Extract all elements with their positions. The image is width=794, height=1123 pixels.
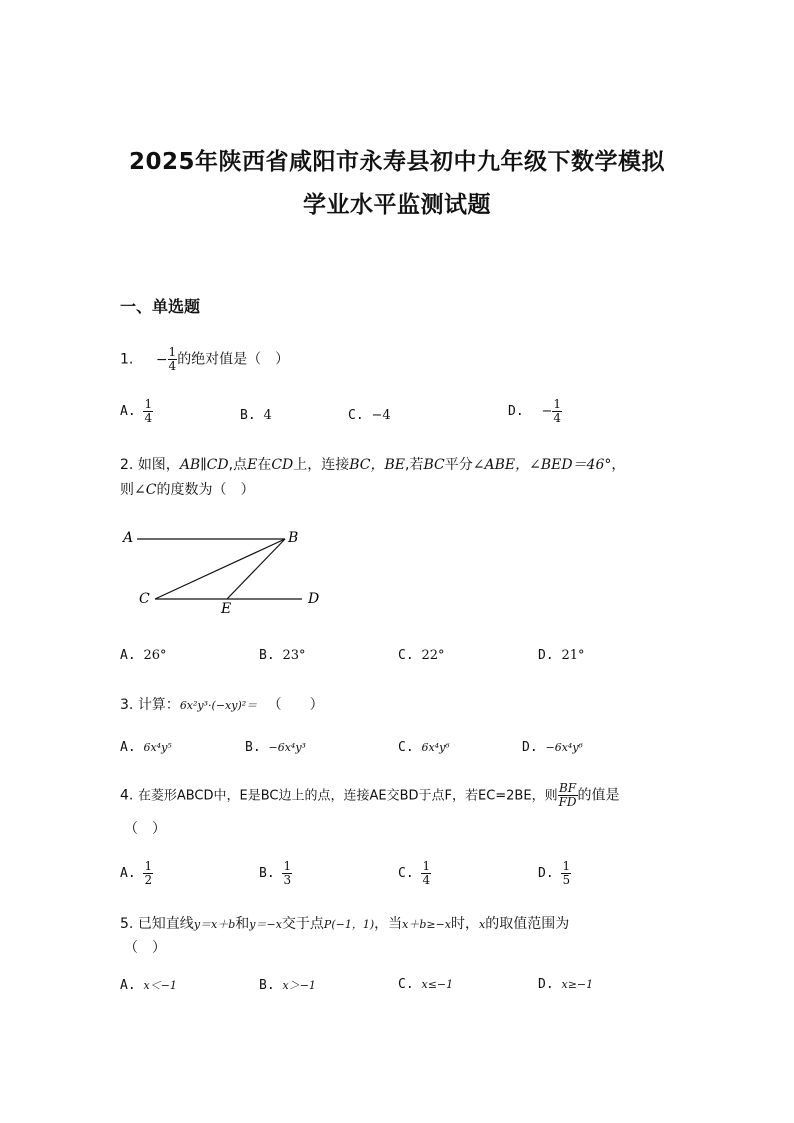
q3-option-a[interactable]: A. 6x⁴y⁵ [120,740,172,755]
q2-option-c[interactable]: C. 22° [398,648,445,663]
line-bc [155,539,285,599]
q1-option-c[interactable]: C. −4 [348,408,391,423]
question-2-line-2: 则∠C的度数为（ ） [120,482,255,498]
question-4-line-1: 4. 在菱形ABCD中，E是BC边上的点，连接AE交BD于点F，若EC=2BE，则 $\frac{BF}{FD}$ 的值是 [120,781,620,809]
q1-option-d[interactable]: D. − $\frac{1}{4}$ [508,397,562,425]
q5-option-d[interactable]: D. x≥−1 [538,977,594,992]
point-label-c: C [139,591,150,607]
q1-option-a[interactable]: A. $\frac{1}{4}$ [120,397,153,425]
geometry-figure [115,525,330,620]
q2-option-a[interactable]: A. 26° [120,648,167,663]
question-text: 的绝对值是（ ） [177,351,290,368]
section-heading: 一、单选题 [120,297,201,316]
q1-option-b[interactable]: B. 4 [240,408,272,423]
math-fraction: $\frac{1}{4}$ [168,345,177,373]
question-number: 1. [120,351,134,368]
page-title-line-1: 2025年陕西省咸阳市永寿县初中九年级下数学模拟 [128,149,665,175]
q2-option-b[interactable]: B. 23° [259,648,306,663]
q4-option-d[interactable]: D. $\frac{1}{5}$ [538,859,571,887]
q4-option-a[interactable]: A. $\frac{1}{2}$ [120,859,153,887]
math-expression: 6x²y³·(−xy)²＝ [179,699,258,712]
point-label-d: D [308,591,320,607]
q3-option-d[interactable]: D. −6x⁴y⁶ [522,740,583,755]
q4-option-b[interactable]: B. $\frac{1}{3}$ [259,859,292,887]
question-5-line-1: 5. 已知直线y＝x＋b和y＝−x交于点P(−1，1)，当x＋b≥−x时，x的取值范围为 [120,916,570,932]
q5-option-b[interactable]: B. x＞−1 [259,978,316,993]
line-be [227,539,285,599]
question-3: 3. 计算：6x²y³·(−xy)²＝ （ ） [120,697,324,713]
question-4-line-2: （ ） [124,821,166,837]
q3-option-b[interactable]: B. −6x⁴y³ [245,740,306,755]
q5-option-a[interactable]: A. x＜−1 [120,978,177,993]
math-sign: − [155,351,168,368]
q5-option-c[interactable]: C. x≤−1 [398,977,454,992]
q2-option-d[interactable]: D. 21° [538,648,585,663]
point-label-a: A [123,530,134,546]
question-5-line-2: （ ） [124,940,166,956]
question-2-line-1: 2. 如图，AB∥CD,点E在CD上，连接BC，BE,若BC平分∠ABE，∠BED＝46°， [120,457,626,473]
point-label-b: B [288,530,299,546]
q4-option-c[interactable]: C. $\frac{1}{4}$ [398,859,431,887]
question-1 [120,346,289,373]
point-label-e: E [221,601,232,617]
page-title-line-2: 学业水平监测试题 [303,192,491,218]
q3-option-c[interactable]: C. 6x⁴y⁶ [398,740,450,755]
